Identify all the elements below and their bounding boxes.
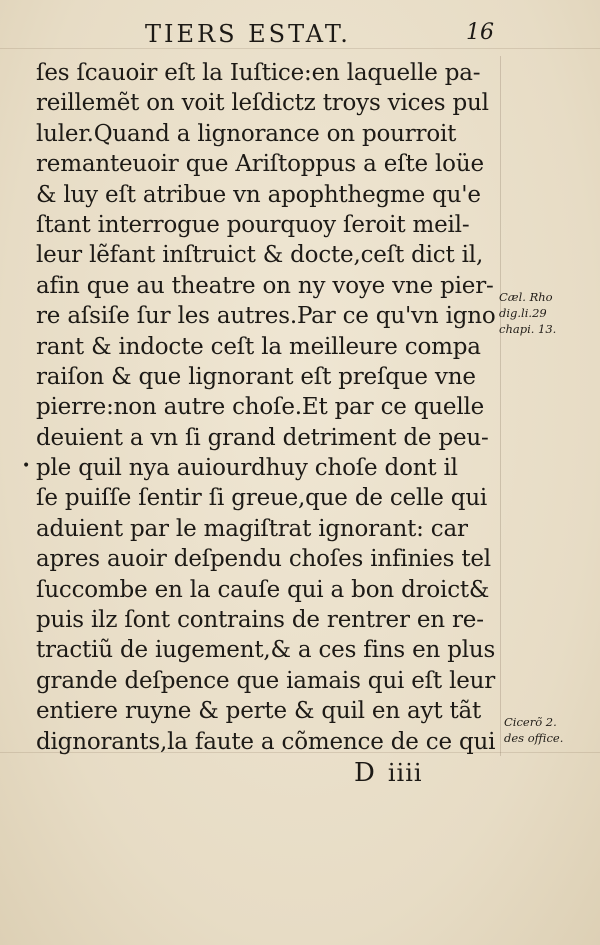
text-line: & luy eſt atribue vn apophthegme qu'e xyxy=(36,181,481,208)
text-line: dignorants,la faute a cõmence de ce qui xyxy=(36,728,496,755)
text-line: rant & indocte ceſt la meilleure compa xyxy=(36,333,481,360)
text-line: puis ilz ſont contrains de rentrer en re- xyxy=(36,607,484,634)
text-line: reillemẽt on voit leſdictz troys vices pul xyxy=(36,90,489,117)
text-line: tractiũ de iugement,& a ces fins en plus xyxy=(36,637,496,664)
text-line: aduient par le magiſtrat ignorant: car xyxy=(36,515,468,542)
text-line: entiere ruyne & perte & quil en ayt tãt xyxy=(36,698,482,725)
margin-note-line: des office. xyxy=(504,731,564,745)
text-line: ſes ſcauoir eſt la Iuſtice:en laquelle pa- xyxy=(36,60,481,86)
text-line: luler.Quand a lignorance on pourroit xyxy=(36,120,457,147)
signature-mark xyxy=(354,758,423,788)
text-line: deuient a vn ſi grand detriment de peu- xyxy=(36,424,489,451)
running-head: TIERS ESTAT. xyxy=(145,20,351,48)
signature-letter: D xyxy=(354,758,376,788)
text-line: apres auoir deſpendu choſes infinies tel xyxy=(36,546,491,573)
body-text xyxy=(36,58,506,757)
margin-note-line: dig.li.29 xyxy=(499,306,547,320)
margin-note-line: chapi. 13. xyxy=(499,322,557,336)
signature-number: iiii xyxy=(387,759,423,787)
text-line: grande deſpence que iamais qui eſt leur xyxy=(36,667,496,694)
text-line: ſtant interrogue pourquoy ſeroit meil- xyxy=(36,211,470,238)
margin-mark-icon: • xyxy=(22,458,31,474)
text-line: ple quil nya auiourdhuy choſe dont il xyxy=(36,455,458,482)
margin-note-line: Cæl. Rho xyxy=(499,290,553,304)
text-line: leur lẽfant inſtruict & docte,ceſt dict il, xyxy=(36,242,484,269)
margin-note-citation xyxy=(499,289,569,337)
text-line: remanteuoir que Ariſtoppus a eſte loüe xyxy=(36,151,484,178)
folio-number: 16 xyxy=(466,20,494,45)
text-line: afin que au theatre on ny voye vne pier- xyxy=(36,272,494,299)
text-line: ſuccombe en la cauſe qui a bon droict& xyxy=(36,576,490,603)
text-line: ſe puiſſe ſentir ſi greue,que de celle qui xyxy=(36,485,488,512)
text-line: re aſsiſe ſur les autres.Par ce qu'vn igno xyxy=(36,303,496,330)
page-header xyxy=(0,16,600,56)
margin-note-line: Cicerõ 2. xyxy=(504,715,557,729)
text-line: raiſon & que lignorant eſt preſque vne xyxy=(36,363,476,390)
text-line: pierre:non autre choſe.Et par ce quelle xyxy=(36,394,485,421)
margin-note-citation xyxy=(504,714,574,746)
